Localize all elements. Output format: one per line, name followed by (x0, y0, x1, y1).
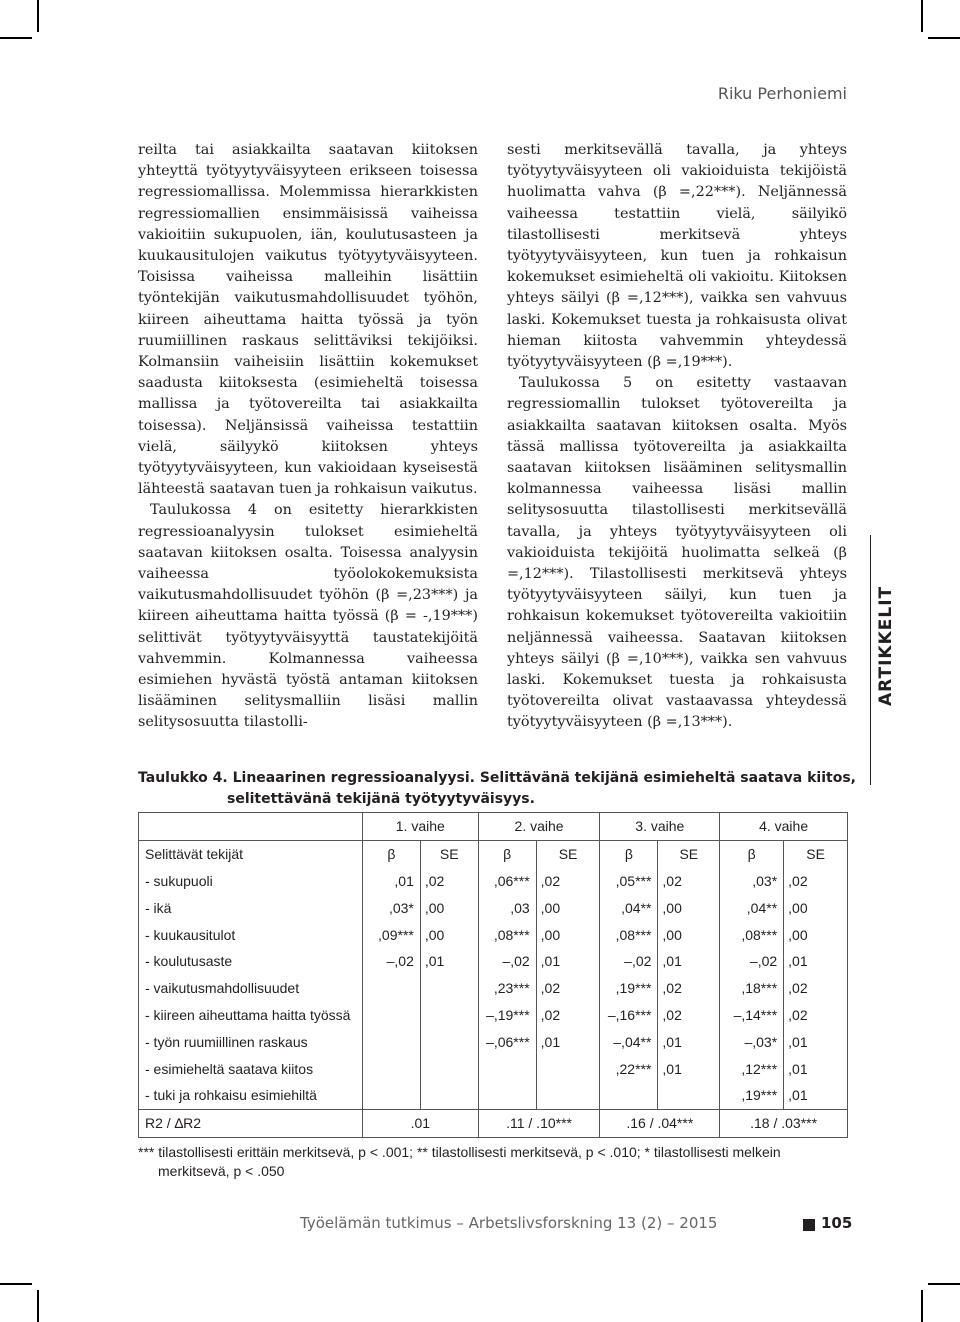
variable-label: - kiireen aiheuttama haitta työssä (139, 1002, 363, 1029)
beta-value: ,04** (600, 894, 658, 921)
beta-value: ,06*** (478, 868, 536, 895)
beta-value: ,03* (362, 894, 420, 921)
beta-value: ,09*** (362, 921, 420, 948)
se-value (420, 1055, 478, 1082)
beta-header: β (600, 840, 658, 867)
crop-mark (37, 0, 39, 32)
variable-label: - koulutusaste (139, 948, 363, 975)
variable-label: - ikä (139, 894, 363, 921)
phase-header: 1. vaihe (362, 813, 478, 841)
se-value: ,02 (784, 975, 848, 1002)
table-phase-row (139, 813, 848, 841)
r2-label: R2 / ∆R2 (139, 1109, 363, 1137)
section-rule (870, 535, 871, 785)
beta-value (362, 1082, 420, 1109)
beta-value (478, 1082, 536, 1109)
phase-header: 4. vaihe (720, 813, 848, 841)
se-value: ,02 (536, 868, 600, 895)
se-value: ,00 (658, 894, 720, 921)
se-value: ,00 (420, 921, 478, 948)
regression-table (138, 812, 848, 1138)
se-header: SE (420, 840, 478, 867)
crop-mark (928, 1283, 960, 1285)
beta-value: –,02 (362, 948, 420, 975)
variable-label: - kuukausitulot (139, 921, 363, 948)
se-value: ,01 (536, 948, 600, 975)
phase-header: 2. vaihe (478, 813, 600, 841)
beta-value: ,19*** (720, 1082, 784, 1109)
crop-mark (928, 37, 960, 39)
section-label: ARTIKKELIT (876, 585, 896, 706)
beta-value: ,08*** (478, 921, 536, 948)
se-value: ,01 (784, 948, 848, 975)
crop-mark (0, 37, 32, 39)
variable-label: - sukupuoli (139, 868, 363, 895)
table-row (139, 921, 848, 948)
se-value: ,00 (658, 921, 720, 948)
se-value: ,01 (420, 948, 478, 975)
right-text-column (507, 140, 847, 734)
beta-header: β (478, 840, 536, 867)
table-body (139, 868, 848, 1110)
se-value: ,01 (784, 1082, 848, 1109)
beta-value: ,23*** (478, 975, 536, 1002)
beta-value: –,14*** (720, 1002, 784, 1029)
r2-value: .11 / .10*** (478, 1109, 600, 1137)
row-header: Selittävät tekijät (139, 840, 363, 867)
beta-header: β (362, 840, 420, 867)
table-row (139, 975, 848, 1002)
table-caption-line: Taulukko 4. Lineaarinen regressioanalyysi. Selittävänä tekijänä esimieheltä saatava kiitos, (138, 770, 856, 786)
table-row (139, 868, 848, 895)
beta-value: –,16*** (600, 1002, 658, 1029)
paragraph: sesti merkitsevällä tavalla, ja yhteys työtyytyväisyyteen oli vakioiduista tekijöistä huolimatta vahva (β =,22***). Neljännessä vaiheessa testattiin vielä, säilyikö tilastollisesti merkitsevä yhteys työtyytyväisyyteen, kun tuen ja rohkaisun kokemukset esimieheltä oli vakioitu. Kiitoksen yhteys säilyi (β =,12***), vaikka sen vahvuus laski. Kokemukset tuesta ja rohkaisusta olivat hieman kiitosta vahvemmin yhteydessä työtyytyväisyyteen (β =,19***). (507, 142, 847, 371)
se-header: SE (658, 840, 720, 867)
se-value: ,00 (420, 894, 478, 921)
beta-value: ,12*** (720, 1055, 784, 1082)
table-caption-line: selitettävänä tekijänä työtyytyväisyys. (227, 791, 535, 807)
se-value: ,00 (784, 921, 848, 948)
beta-value (478, 1055, 536, 1082)
table-row (139, 1055, 848, 1082)
beta-value (600, 1082, 658, 1109)
r2-value: .16 / .04*** (600, 1109, 720, 1137)
beta-value: ,03* (720, 868, 784, 895)
beta-value: –,02 (478, 948, 536, 975)
se-value: ,01 (658, 1028, 720, 1055)
se-value: ,02 (784, 868, 848, 895)
beta-value: –,04** (600, 1028, 658, 1055)
variable-label: - esimieheltä saatava kiitos (139, 1055, 363, 1082)
se-value: ,00 (536, 921, 600, 948)
r2-row (139, 1109, 848, 1137)
r2-value: .01 (362, 1109, 478, 1137)
se-value (420, 1002, 478, 1029)
paragraph: Taulukossa 5 on esitetty vastaavan regressiomallin tulokset työtovereilta ja asiakkailta saatavan kiitoksen osalta. Myös tässä mallissa työtovereilta ja asiakkailta saatavan kiitoksen lisääminen selitysmallin kolmannessa vaiheessa lisäsi mallin selitysosuutta tilastollisesti merkitsevällä tavalla, ja yhteys työtyytyväisyyteen oli vakioiduista tekijöitä huolimatta selkeä (β =,12***). Tilastollisesti merkitsevä yhteys työtyytyväisyyteen säilyi, kun tuen ja rohkaisun kokemukset työtovereilta vakioitiin neljännessä vaiheessa. Saatavan kiitoksen yhteys säilyi (β =,10***), vaikka sen vahvuus laski. Kokemukset tuesta ja rohkaisusta työtovereilta olivat vastaavassa yhteydessä työtyytyväisyyteen (β =,13***). (507, 375, 847, 731)
significance-note: merkitsevä, p < .050 (158, 1163, 285, 1179)
table-cell (139, 813, 363, 841)
significance-note: *** tilastollisesti erittäin merkitsevä, p < .001; ** tilastollisesti merkitsevä, p < .010; * tilastollisesti melkein (138, 1144, 781, 1160)
paragraph: Taulukossa 4 on esitetty hierarkkisten regressioanalyysin tulokset esimieheltä saatavan kiitoksen osalta. Toisessa analyysin vaiheessa työolokokemuksista vaikutusmahdollisuudet työhön (β =,23***) ja kiireen aiheuttama haitta työssä (β = -,19***) selittivät työtyytyväisyyttä taustatekijöitä vahvemmin. Kolmannessa vaiheessa esimiehen hyvästä työstä antaman kiitoksen lisääminen selitysmalliin lisäsi mallin selitysosuutta tilastolli- (138, 502, 478, 731)
beta-value (362, 975, 420, 1002)
se-value: ,02 (536, 1002, 600, 1029)
table-row (139, 1082, 848, 1109)
page-marker-icon (803, 1219, 815, 1231)
se-value (420, 975, 478, 1002)
table-row (139, 894, 848, 921)
beta-value: ,05*** (600, 868, 658, 895)
left-text-column (138, 140, 478, 734)
table-caption (138, 768, 856, 810)
table-row (139, 1028, 848, 1055)
beta-value: ,03 (478, 894, 536, 921)
phase-header: 3. vaihe (600, 813, 720, 841)
se-value (420, 1028, 478, 1055)
se-value: ,00 (784, 894, 848, 921)
se-value: ,01 (784, 1028, 848, 1055)
beta-header: β (720, 840, 784, 867)
variable-label: - vaikutusmahdollisuudet (139, 975, 363, 1002)
se-value: ,02 (784, 1002, 848, 1029)
se-value: ,02 (658, 868, 720, 895)
table-row (139, 948, 848, 975)
beta-value: –,19*** (478, 1002, 536, 1029)
se-value: ,01 (784, 1055, 848, 1082)
beta-value: ,22*** (600, 1055, 658, 1082)
r2-value: .18 / .03*** (720, 1109, 848, 1137)
se-header: SE (536, 840, 600, 867)
page-number: 105 (821, 1214, 853, 1232)
beta-value: –,03* (720, 1028, 784, 1055)
se-value: ,02 (536, 975, 600, 1002)
beta-value: ,08*** (720, 921, 784, 948)
crop-mark (921, 1290, 923, 1322)
se-value: ,01 (536, 1028, 600, 1055)
variable-label: - tuki ja rohkaisu esimiehiltä (139, 1082, 363, 1109)
crop-mark (37, 1290, 39, 1322)
beta-value: –,06*** (478, 1028, 536, 1055)
table-header-row (139, 840, 848, 867)
se-value: ,02 (420, 868, 478, 895)
crop-mark (921, 0, 923, 32)
se-value: ,01 (658, 1055, 720, 1082)
beta-value: ,01 (362, 868, 420, 895)
se-value (536, 1082, 600, 1109)
paragraph: reilta tai asiakkailta saatavan kiitoksen yhteyttä työtyytyväisyyteen erikseen toisessa regressiomallissa. Molemmissa hierarkkisten regressiomallien ensimmäisissä vaiheissa vakioitiin sukupuolen, iän, koulutusasteen ja kuukausitulojen vaikutus työtyytyväisyyteen. Toisissa vaiheissa malleihin lisättiin työntekijän vaikutusmahdollisuudet työhön, kiireen aiheuttama haitta työssä ja työn ruumiillinen raskaus selittäviksi tekijöiksi. Kolmansiin vaiheisiin lisättiin kokemukset saadusta kiitoksesta (esimieheltä toisessa mallissa ja työtovereilta tai asiakkailta toisessa). Neljänsissä vaiheissa testattiin vielä, säilyykö kiitoksen yhteys työtyytyväisyyteen, kun vakioidaan kyseisestä lähteestä saatavan tuen ja rohkaisun vaikutus. (138, 142, 478, 498)
running-header-author: Riku Perhoniemi (717, 84, 847, 103)
beta-value (362, 1055, 420, 1082)
se-value: ,02 (658, 975, 720, 1002)
se-value: ,01 (658, 948, 720, 975)
table-row (139, 1002, 848, 1029)
se-value: ,00 (536, 894, 600, 921)
se-header: SE (784, 840, 848, 867)
beta-value: ,18*** (720, 975, 784, 1002)
beta-value: ,04** (720, 894, 784, 921)
beta-value: ,19*** (600, 975, 658, 1002)
beta-value: ,08*** (600, 921, 658, 948)
se-value (658, 1082, 720, 1109)
beta-value (362, 1028, 420, 1055)
beta-value: –,02 (600, 948, 658, 975)
variable-label: - työn ruumiillinen raskaus (139, 1028, 363, 1055)
beta-value (362, 1002, 420, 1029)
se-value (420, 1082, 478, 1109)
se-value (536, 1055, 600, 1082)
footer-journal: Työelämän tutkimus – Arbetslivsforskning 13 (2) – 2015 (300, 1214, 718, 1232)
table-notes (138, 1143, 828, 1181)
crop-mark (0, 1283, 32, 1285)
se-value: ,02 (658, 1002, 720, 1029)
beta-value: –,02 (720, 948, 784, 975)
